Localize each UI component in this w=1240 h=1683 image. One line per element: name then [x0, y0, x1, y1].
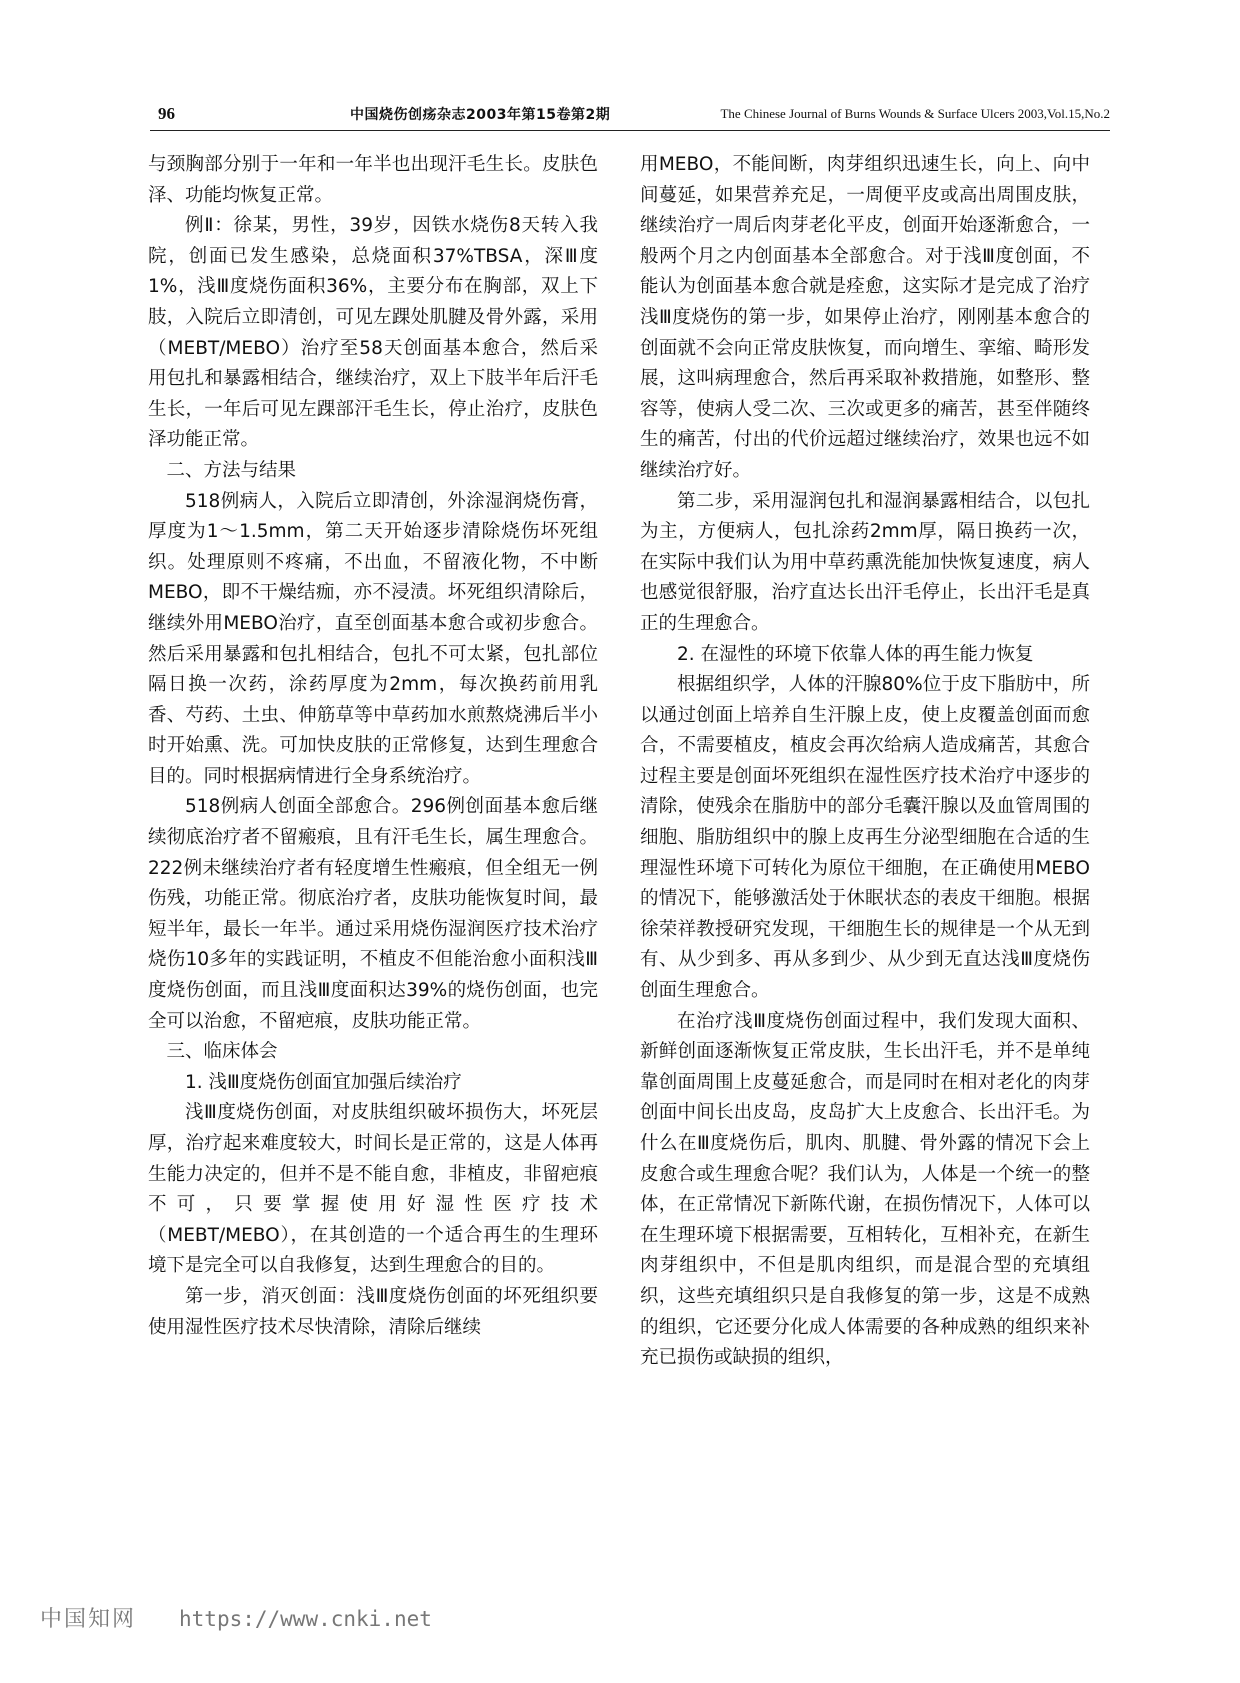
left-column [148, 150, 598, 1343]
journal-title-cn: 中国烧伤创疡杂志2003年第15卷第2期 [350, 107, 611, 123]
paragraph: 例Ⅱ：徐某，男性，39岁，因铁水烧伤8天转入我院，创面已发生感染，总烧面积37%TBSA，深Ⅲ度1%，浅Ⅲ度烧伤面积36%，主要分布在胸部，双上下肢，入院后立即清创，可见左踝处肌腱及骨外露，采用（MEBT/MEBO）治疗至58天创面基本愈合，然后采用包扎和暴露相结合，继续治疗，双上下肢半年后汗毛生长，一年后可见左踝部汗毛生长，停止治疗，皮肤色泽功能正常。 [148, 215, 598, 451]
section-heading: 二、方法与结果 [166, 459, 297, 481]
paragraph: 第一步，消灭创面：浅Ⅲ度烧伤创面的坏死组织要使用湿性医疗技术尽快清除，清除后继续 [148, 1285, 598, 1338]
paragraph: 518例病人创面全部愈合。296例创面基本愈后继续彻底治疗者不留瘢痕，且有汗毛生长，属生理愈合。222例未继续治疗者有轻度增生性瘢痕，但全组无一例伤残，功能正常。彻底治疗者，皮肤功能恢复时间，最短半年，最长一年半。通过采用烧伤湿润医疗技术治疗烧伤10多年的实践证明，不植皮不但能治愈小面积浅Ⅲ度烧伤创面，而且浅Ⅲ度面积达39%的烧伤创面，也完全可以治愈，不留疤痕，皮肤功能正常。 [148, 796, 598, 1032]
right-column [640, 150, 1090, 1374]
footer-watermark [40, 1602, 432, 1633]
subsection-heading: 2. 在湿性的环境下依靠人体的再生能力恢复 [677, 643, 1034, 665]
paragraph: 第二步，采用湿润包扎和湿润暴露相结合，以包扎为主，方便病人，包扎涂药2mm厚，隔日换药一次，在实际中我们认为用中草药熏洗能加快恢复速度，病人也感觉很舒服，治疗直达长出汗毛停止，长出汗毛是真正的生理愈合。 [640, 490, 1090, 634]
cnki-logo-text: 中国知网 [40, 1607, 137, 1632]
paragraph: 浅Ⅲ度烧伤创面，对皮肤组织破坏损伤大，坏死层厚，治疗起来难度较大，时间长是正常的，这是人体再生能力决定的，但并不是不能自愈，非植皮，非留疤痕不可，只要掌握使用好湿性医疗技术（MEBT/MEBO），在其创造的一个适合再生的生理环境下是完全可以自我修复，达到生理愈合的目的。 [148, 1102, 598, 1277]
paragraph: 根据组织学，人体的汗腺80%位于皮下脂肪中，所以通过创面上培养自生汗腺上皮，使上皮覆盖创面而愈合，不需要植皮，植皮会再次给病人造成痛苦，其愈合过程主要是创面坏死组织在湿性医疗技术治疗中逐步的清除，使残余在脂肪中的部分毛囊汗腺以及血管周围的细胞、脂肪组织中的腺上皮再生分泌型细胞在合适的生理湿性环境下可转化为原位干细胞，在正确使用MEBO的情况下，能够激活处于休眠状态的表皮干细胞。根据徐荣祥教授研究发现，干细胞生长的规律是一个从无到有、从少到多、再从多到少、从少到无直达浅Ⅲ度烧伤创面生理愈合。 [640, 674, 1090, 1002]
section-heading: 三、临床体会 [166, 1041, 278, 1063]
paragraph: 与颈胸部分别于一年和一年半也出现汗毛生长。皮肤色泽、功能均恢复正常。 [148, 154, 598, 206]
paragraph: 在治疗浅Ⅲ度烧伤创面过程中，我们发现大面积、新鲜创面逐渐恢复正常皮肤，生长出汗毛，并不是单纯靠创面周围上皮蔓延愈合，而是同时在相对老化的肉芽创面中间长出皮岛，皮岛扩大上皮愈合、长出汗毛。为什么在Ⅲ度烧伤后，肌肉、肌腱、骨外露的情况下会上皮愈合或生理愈合呢？我们认为，人体是一个统一的整体，在正常情况下新陈代谢，在损伤情况下，人体可以在生理环境下根据需要，互相转化，互相补充，在新生肉芽组织中，不但是肌肉组织，而是混合型的充填组织，这些充填组织只是自我修复的第一步，这是不成熟的组织，它还要分化成人体需要的各种成熟的组织来补充已损伤或缺损的组织， [640, 1010, 1090, 1369]
page-number: 96 [158, 104, 175, 123]
paragraph: 518例病人，入院后立即清创，外涂湿润烧伤膏，厚度为1～1.5mm，第二天开始逐步清除烧伤坏死组织。处理原则不疼痛，不出血，不留液化物，不中断MEBO，即不干燥结痂，亦不浸渍。坏死组织清除后，继续外用MEBO治疗，直至创面基本愈合或初步愈合。然后采用暴露和包扎相结合，包扎不可太紧，包扎部位隔日换一次药，涂药厚度为2mm，每次换药前用乳香、芍药、土虫、伸筋草等中草药加水煎熬烧沸后半小时开始熏、洗。可加快皮肤的正常修复，达到生理愈合目的。同时根据病情进行全身系统治疗。 [148, 490, 598, 787]
running-header [150, 100, 1110, 131]
journal-title-en: The Chinese Journal of Burns Wounds & Surface Ulcers 2003,Vol.15,No.2 [720, 106, 1110, 121]
subsection-heading: 1. 浅Ⅲ度烧伤创面宜加强后续治疗 [185, 1071, 462, 1093]
paragraph: 用MEBO，不能间断，肉芽组织迅速生长，向上、向中间蔓延，如果营养充足，一周便平皮或高出周围皮肤，继续治疗一周后肉芽老化平皮，创面开始逐渐愈合，一般两个月之内创面基本全部愈合。对于浅Ⅲ度创面，不能认为创面基本愈合就是痊愈，这实际才是完成了治疗浅Ⅲ度烧伤的第一步，如果停止治疗，刚刚基本愈合的创面就不会向正常皮肤恢复，而向增生、挛缩、畸形发展，这叫病理愈合，然后再采取补救措施，如整形、整容等，使病人受二次、三次或更多的痛苦，甚至伴随终生的痛苦，付出的代价远超过继续治疗，效果也远不如继续治疗好。 [640, 154, 1090, 481]
cnki-url[interactable]: https://www.cnki.net [179, 1607, 432, 1631]
